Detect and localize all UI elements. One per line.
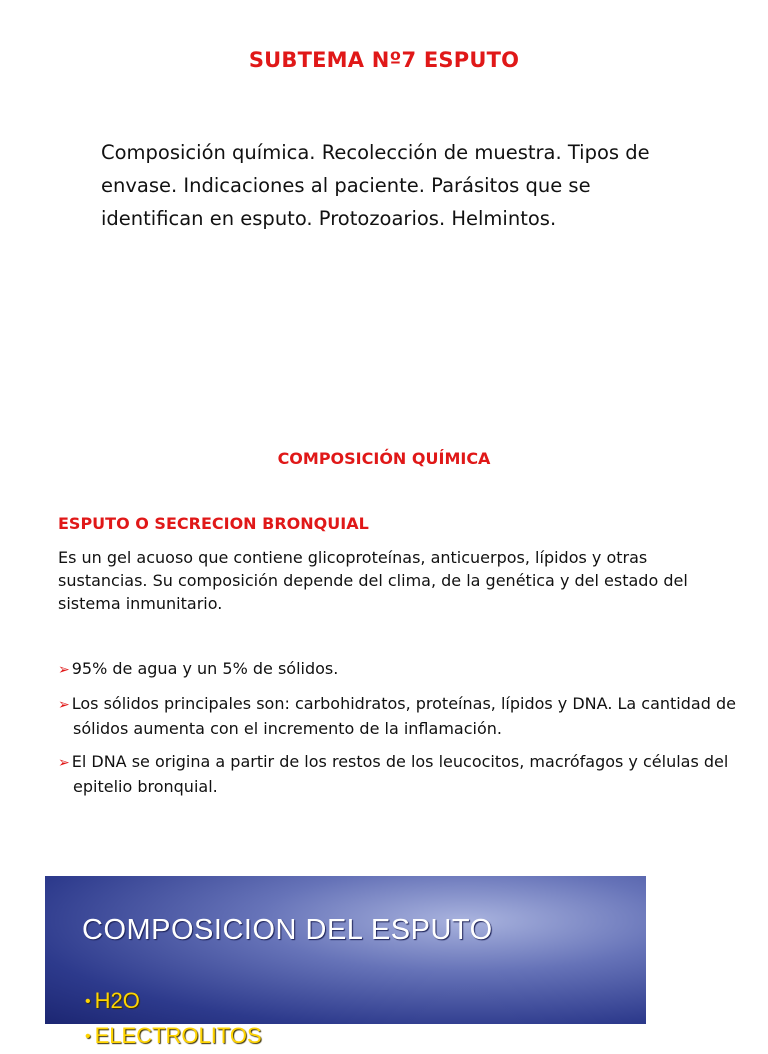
section-paragraph: Es un gel acuoso que contiene glicoproteínas, anticuerpos, lípidos y otras sustancias. Su composición depende del clima, de la genética y del estado del sistema inmunitario. [58,548,688,613]
arrow-bullet-icon: ➢ [58,697,70,713]
bullet-dot-icon: • [85,993,91,1011]
bullet-dot-icon: • [85,1028,91,1046]
arrow-bullet-icon: ➢ [58,755,70,771]
slide-bullet-list [85,984,262,1054]
slide-item-text: H2O [94,988,140,1013]
bullet-text: El DNA se origina a partir de los restos de los leucocitos, macrófagos y células del epitelio bronquial. [71,752,729,796]
section-title: COMPOSICIÓN QUÍMICA [277,449,491,468]
arrow-bullet-icon: ➢ [58,662,70,678]
bullet-item [58,657,738,682]
slide-list-item [85,1019,262,1054]
bullet-text: Los sólidos principales son: carbohidratos, proteínas, lípidos y DNA. La cantidad de sólidos aumenta con el incremento de la inflamación. [71,694,736,738]
page-title: SUBTEMA Nº7 ESPUTO [248,48,520,72]
bullet-text: 95% de agua y un 5% de sólidos. [71,659,339,678]
bullet-item [58,750,738,798]
intro-paragraph: Composición química. Recolección de muestra. Tipos de envase. Indicaciones al paciente. Parásitos que se identifican en esputo. Protozoarios. Helmintos. [101,141,650,230]
slide-title: COMPOSICION DEL ESPUTO [82,914,493,946]
bullet-item [58,692,738,740]
bullet-list [58,657,738,808]
section-subheading: ESPUTO O SECRECION BRONQUIAL [58,514,369,533]
slide-list-item [85,984,262,1019]
slide-preview [45,876,646,1049]
slide-item-text: ELECTROLITOS [94,1023,262,1049]
